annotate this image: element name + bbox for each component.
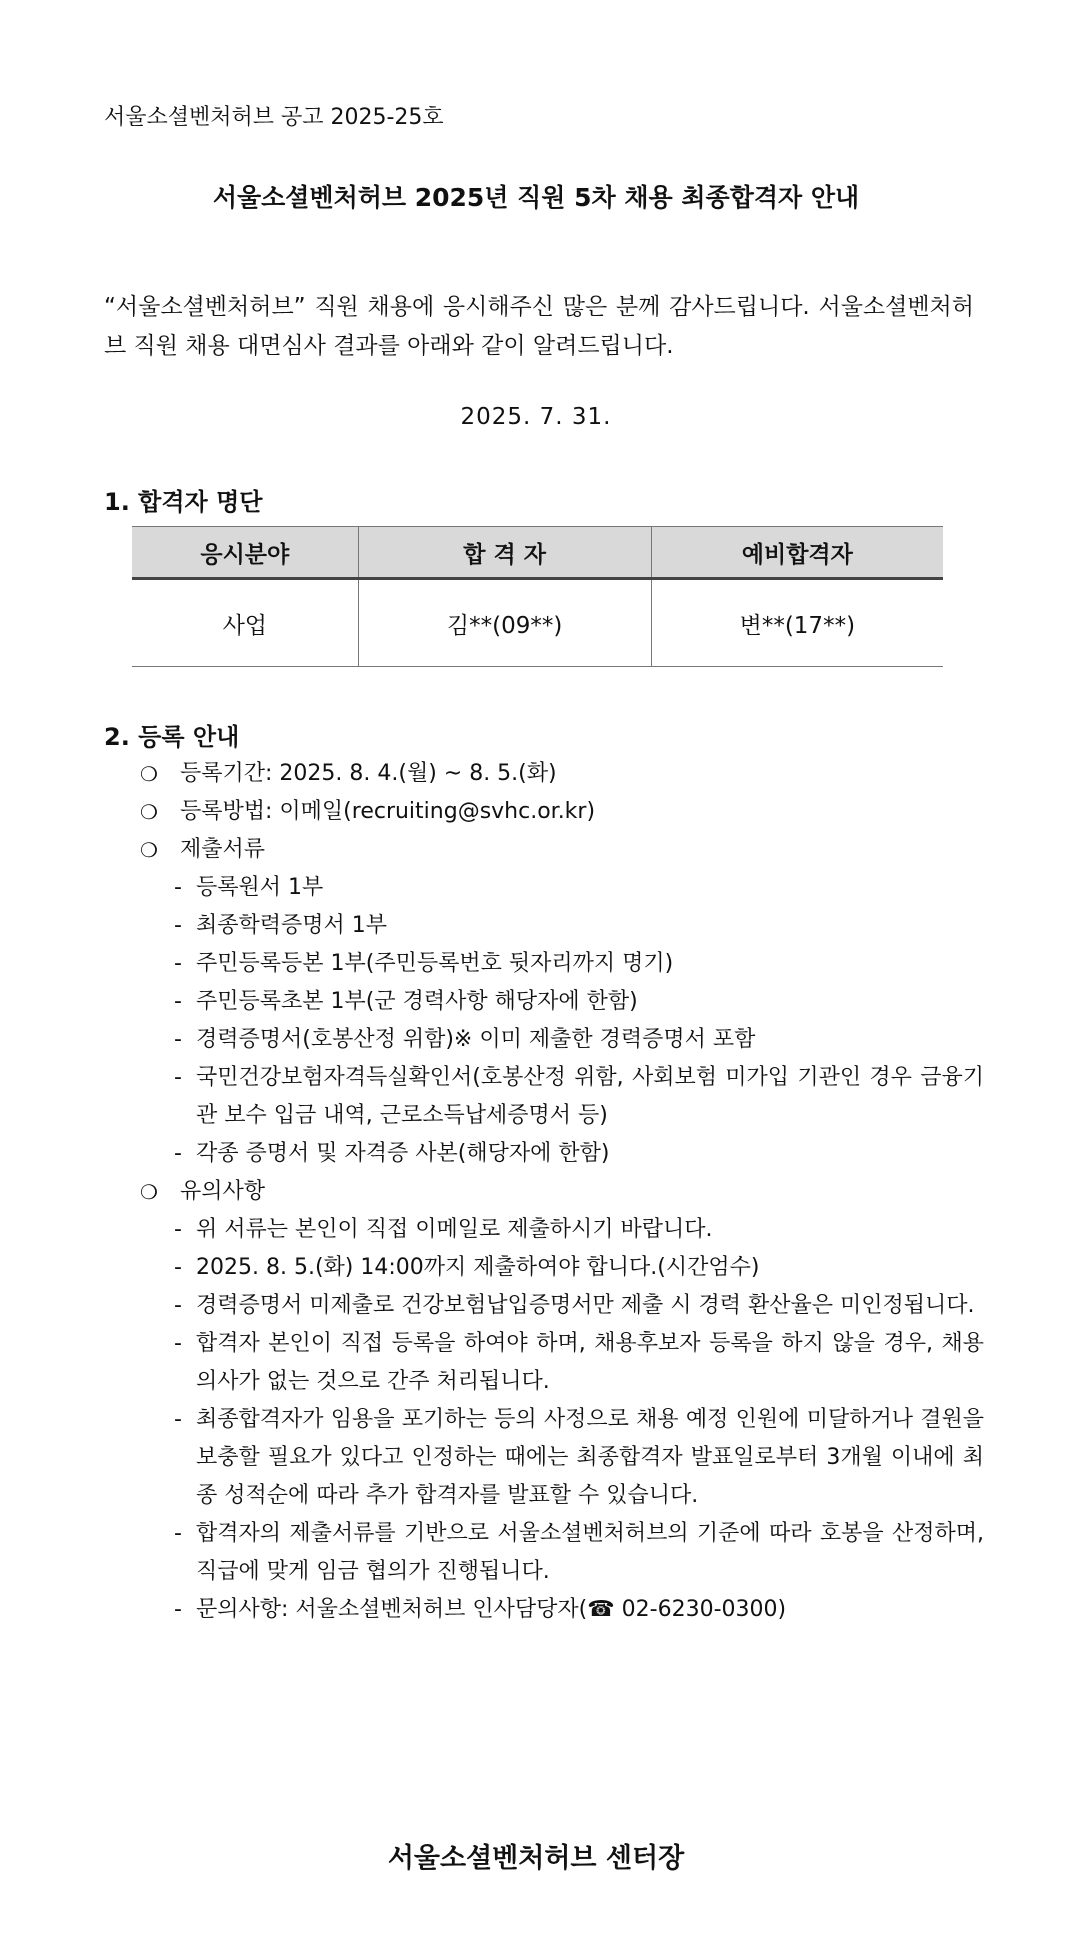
document-title: 서울소셜벤처허브 2025년 직원 5차 채용 최종합격자 안내 (212, 183, 860, 212)
bullet-method (104, 793, 984, 831)
circle-bullet-icon: ❍ (140, 800, 158, 824)
note-item: 2025. 8. 5.(화) 14:00까지 제출하여야 합니다.(시간엄수) (196, 1255, 760, 1280)
table-cell-passer: 김**(09**) (358, 579, 651, 667)
circle-bullet-icon: ❍ (140, 1180, 158, 1204)
list-item: - 위 서류는 본인이 직접 이메일로 제출하시기 바랍니다. (104, 1211, 984, 1249)
table-header-passer: 합 격 자 (358, 527, 651, 579)
notice-number: 서울소셜벤처허브 공고 2025-25호 (104, 105, 444, 130)
list-item: - 등록원서 1부 (104, 869, 984, 907)
list-item: - 경력증명서 미제출로 건강보험납입증명서만 제출 시 경력 환산율은 미인정됩니다. (104, 1287, 984, 1325)
table-header-field: 응시분야 (132, 527, 358, 579)
note-item: 위 서류는 본인이 직접 이메일로 제출하시기 바랍니다. (196, 1217, 713, 1242)
list-item: - 최종합격자가 임용을 포기하는 등의 사정으로 채용 예정 인원에 미달하거나 결원을 보충할 필요가 있다고 인정하는 때에는 최종합격자 발표일로부터 3개월 이내에 최종 성적순에 따라 추가 합격자를 발표할 수 있습니다. (104, 1401, 984, 1515)
document-item: 국민건강보험자격득실확인서(호봉산정 위함, 사회보험 미가입 기관인 경우 금융기관 보수 입금 내역, 근로소득납세증명서 등) (196, 1065, 984, 1128)
table-cell-field: 사업 (132, 579, 358, 667)
table-cell-reserve: 변**(17**) (651, 579, 943, 667)
list-item: - 주민등록초본 1부(군 경력사항 해당자에 한함) (104, 983, 984, 1021)
section-heading-registration: 2. 등록 안내 (104, 723, 240, 751)
note-item: 경력증명서 미제출로 건강보험납입증명서만 제출 시 경력 환산율은 미인정됩니다. (196, 1293, 975, 1318)
document-date: 2025. 7. 31. (460, 404, 612, 430)
document-item: 경력증명서(호봉산정 위함)※ 이미 제출한 경력증명서 포함 (196, 1027, 756, 1052)
registration-method: 등록방법: 이메일(recruiting@svhc.or.kr) (180, 799, 596, 824)
note-item: 합격자 본인이 직접 등록을 하여야 하며, 채용후보자 등록을 하지 않을 경우, 채용의사가 없는 것으로 간주 처리됩니다. (196, 1331, 984, 1394)
list-item: - 문의사항: 서울소셜벤처허브 인사담당자(☎ 02-6230-0300) (104, 1591, 984, 1629)
intro-paragraph: “서울소셜벤처허브” 직원 채용에 응시해주신 많은 분께 감사드립니다. 서울소셜벤처허브 직원 채용 대면심사 결과를 아래와 같이 알려드립니다. (104, 294, 974, 359)
circle-bullet-icon: ❍ (140, 838, 158, 862)
document-item: 주민등록초본 1부(군 경력사항 해당자에 한함) (196, 989, 638, 1014)
list-item: - 주민등록등본 1부(주민등록번호 뒷자리까지 명기) (104, 945, 984, 983)
list-item: - 합격자 본인이 직접 등록을 하여야 하며, 채용후보자 등록을 하지 않을 경우, 채용의사가 없는 것으로 간주 처리됩니다. (104, 1325, 984, 1401)
documents-title: 제출서류 (180, 837, 266, 862)
note-item: 최종합격자가 임용을 포기하는 등의 사정으로 채용 예정 인원에 미달하거나 결원을 보충할 필요가 있다고 인정하는 때에는 최종합격자 발표일로부터 3개월 이내에 최종 성적순에 따라 추가 합격자를 발표할 수 있습니다. (196, 1407, 984, 1508)
list-item: - 국민건강보험자격득실확인서(호봉산정 위함, 사회보험 미가입 기관인 경우 금융기관 보수 입금 내역, 근로소득납세증명서 등) (104, 1059, 984, 1135)
section-heading-passers: 1. 합격자 명단 (104, 488, 263, 516)
bullet-notes (104, 1173, 984, 1211)
bullet-period (104, 755, 984, 793)
list-item: - 최종학력증명서 1부 (104, 907, 984, 945)
passer-table (132, 526, 943, 667)
bullet-documents (104, 831, 984, 869)
list-item: - 2025. 8. 5.(화) 14:00까지 제출하여야 합니다.(시간엄수) (104, 1249, 984, 1287)
list-item: - 각종 증명서 및 자격증 사본(해당자에 한함) (104, 1135, 984, 1173)
table-header-row (132, 527, 943, 579)
circle-bullet-icon: ❍ (140, 762, 158, 786)
document-item: 각종 증명서 및 자격증 사본(해당자에 한함) (196, 1141, 610, 1166)
registration-period: 등록기간: 2025. 8. 4.(월) ~ 8. 5.(화) (180, 761, 557, 786)
table-row (132, 579, 943, 667)
document-item: 등록원서 1부 (196, 875, 324, 900)
document-item: 주민등록등본 1부(주민등록번호 뒷자리까지 명기) (196, 951, 674, 976)
notes-title: 유의사항 (180, 1179, 266, 1204)
table-header-reserve: 예비합격자 (651, 527, 943, 579)
signature: 서울소셜벤처허브 센터장 (387, 1843, 685, 1874)
list-item: - 경력증명서(호봉산정 위함)※ 이미 제출한 경력증명서 포함 (104, 1021, 984, 1059)
contact-info: 문의사항: 서울소셜벤처허브 인사담당자(☎ 02-6230-0300) (196, 1597, 787, 1622)
list-item: - 합격자의 제출서류를 기반으로 서울소셜벤처허브의 기준에 따라 호봉을 산정하며, 직급에 맞게 임금 협의가 진행됩니다. (104, 1515, 984, 1591)
document-item: 최종학력증명서 1부 (196, 913, 388, 938)
registration-list (104, 755, 984, 1629)
note-item: 합격자의 제출서류를 기반으로 서울소셜벤처허브의 기준에 따라 호봉을 산정하며, 직급에 맞게 임금 협의가 진행됩니다. (196, 1521, 984, 1584)
